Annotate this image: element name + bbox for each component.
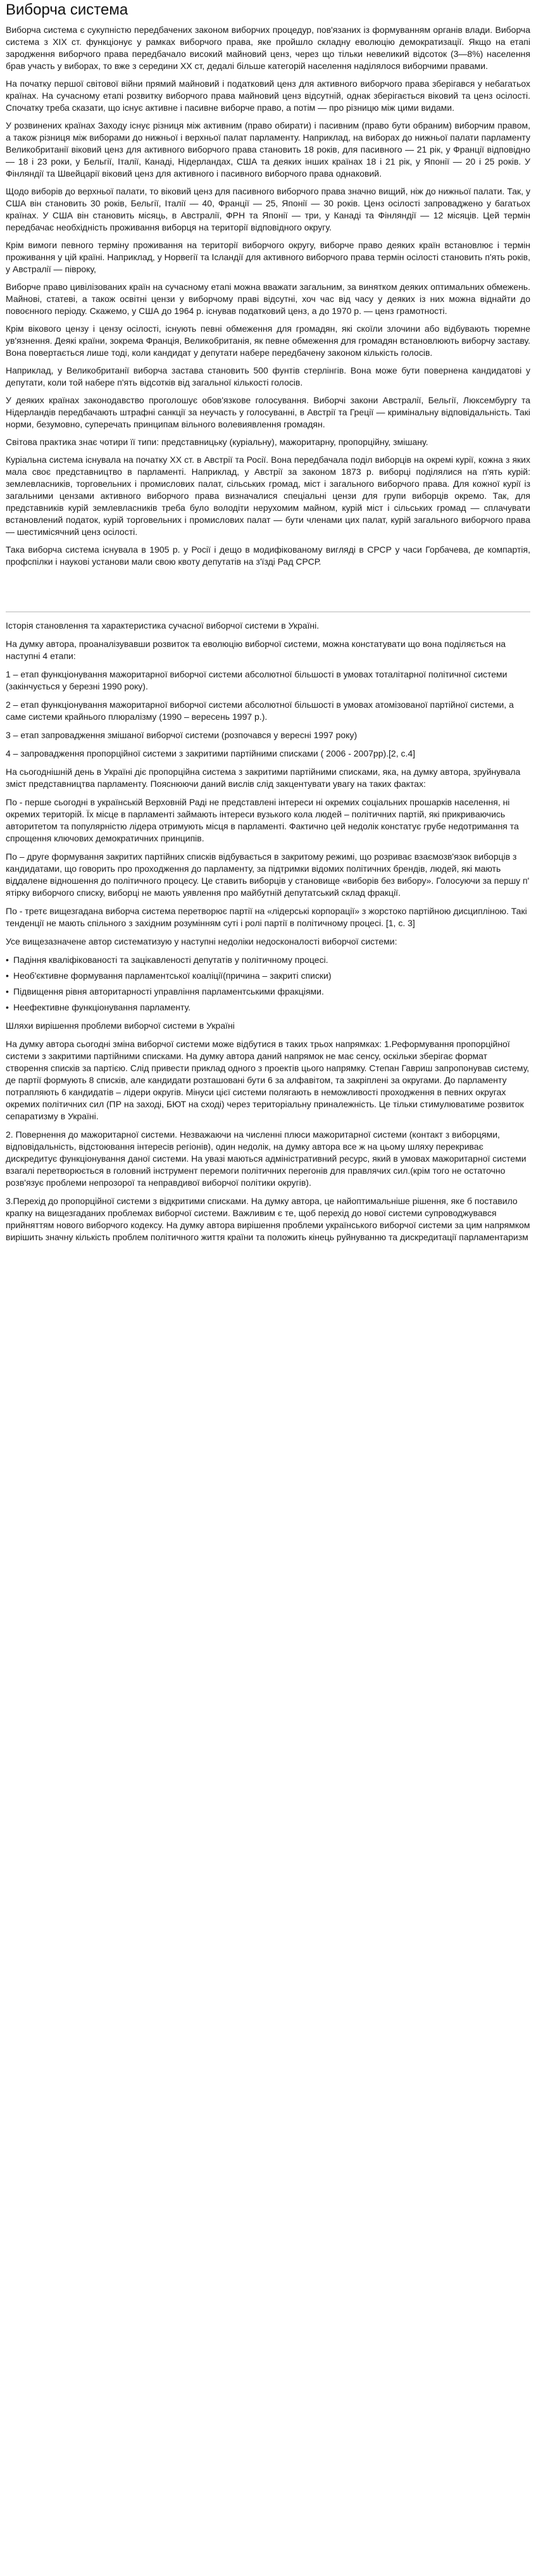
paragraph: Виборче право цивілізованих країн на сучасному етапі можна вважати загальним, за винятком деяких оптимальних обмежень. Майнові, статеві, а також освітні цензи у виборчому праві відсутні, хоч час від часу у деяких із них можна віднайти до повоєнного періоду. Скажемо, у США до 1964 р. існував податковий ценз, а до 1970 р. — ценз грамотності.: [6, 282, 530, 316]
section-gap: [6, 574, 530, 608]
paragraph: Виборча система є сукупністю передбачених законом виборчих процедур, пов'язаних із формуванням органів влади. Виборча система з XIX ст. функціонує у рамках виборчого права, яке пройшло складну еволюцію демократизації. Якщо на етапі зародження виборчого права передбачало високий майновий ценз, через що тільки невеликий відсоток (3—8%) населення брав участь у виборах, то вже з середини XX ст, дедалі більше категорій населення наділялося виборчими правами.: [6, 25, 530, 71]
paragraph: Така виборча система існувала в 1905 р. у Росії і дещо в модифікованому вигляді в СРСР у часи Горбачева, де компартія, профспілки і наукові установи мали свою квоту депутатів на з'їзді Рад СРСР.: [6, 544, 530, 567]
page-title: Виборча система: [6, 1, 128, 18]
paragraph: 2. Повернення до мажоритарної системи. Незважаючи на численні плюси мажоритарної системи (контакт з виборцями, відповідальність, відстоювання інтересів регіонів), один недолік, на думку автора все ж на цьому шляху перекриває дискредитує функціонування даної системи. На увазі маються адміністративний ресурс, який в умовах мажоритарної системи взагалі перетворюється в головний інструмент перемоги політичних перегонів для правлячих сил.(крім того не остаточно розв'язує проблеми непрозорої та неправдивої виборчої політики округів).: [6, 1129, 527, 1188]
paragraph: Світова практика знає чотири її типи: представницьку (куріальну), мажоритарну, пропорційну, змішану.: [6, 437, 428, 447]
paragraph: У деяких країнах законодавство проголошує обов'язкове голосування. Виборчі закони Австралії, Бельгії, Люксембургу та Нідерландів передбачають штрафні санкції за неучасть у голосуванні, в Австрії та Греції — кримінальну відповідальність. Такі норми, безумовно, суперечать принципам вільного волевиявлення громадян.: [6, 395, 530, 429]
stage-item: 4 – запровадження пропорційної системи з закритими партійними списками ( 2006 - 2007рр).[2, с.4]: [6, 748, 416, 758]
section-heading: Шляхи вирішення проблеми виборчої системи в Україні: [6, 1021, 235, 1031]
paragraph: На початку першої світової війни прямий майновий і податковий ценз для активного виборчого права зберігався у небагатьох країнах. На сучасному етапі розвитку виборчого права майновий ценз відсутній, однак зберігається віковий та ценз осілості. Спочатку треба сказати, що існує активне і пасивне виборче право, а потім — про різницю між цими видами.: [6, 79, 530, 113]
list-item: • Неефективне функціонування парламенту.: [6, 1002, 530, 1014]
paragraph: 3.Перехід до пропорційної системи з відкритими списками. На думку автора, це найоптимальніше рішення, яке б поставило крапку на вищезгаданих проблемах виборчої системи. Важливим є те, щоб перехід до нової системи супроводжувався прийняттям нового виборчого кодексу. На думку автора вирішення проблеми українського виборчої системи за цим напрямком вирішить значну кількість проблем політичного життя країни та положить кінець руйнуванню та дискредитації парламентаризм: [6, 1196, 530, 1242]
paragraph: По – друге формування закритих партійних списків відбувається в закритому режимі, що розриває взаємозв'язок виборців з кандидатами, що говорить про проходження до парламенту, за підтримки відомих політичних брендів, людей, які мають віддалене відношення до політичного процесу. Це ставить виборців у становище «виборів без вибору». Голосуючи за першу п' ятірку виборчого списку, виборці не мають уявлення про майбутній депутатський склад фракції.: [6, 851, 530, 898]
stage-item: 1 – етап функціонування мажоритарної виборчої системи абсолютної більшості в умовах тоталітарної політичної системи (закінчується у березні 1990 року).: [6, 669, 508, 691]
paragraph: По - перше сьогодні в українській Верховній Раді не представлені інтереси ні окремих соціальних прошарків населення, ні окремих територій. Їх місце в парламенті займають інтереси вузького кола людей – політичних партій, які прикриваючись авторитетом та популярністю лідера отримують місця в парламенті. Фактично цей недолік констатує грубе недотримання та спрощення ключових демократичних принципів.: [6, 797, 519, 843]
paragraph: На думку автора сьогодні зміна виборчої системи може відбутися в таких трьох напрямках: 1.Реформування пропорційної системи з закритими партійними списками. На думку автора даний напрямок не має сенсу, оскільки зберігає формат створення списків за партією. Слід привести приклад одного з проектів цього напрямку. Степан Гавриш запропонував систему, де партії формують 8 списків, але кандидати розташовані бути 6 за алфавітом, та закріплені за округами. До парламенту потрапляють 6 кандидатів – лідери округів. Мінуси цієї системи полягають в неможливості проходження в певних округах окремих політичних сил (ПР на заході, БЮТ на сході) через територіальну приналежність. Це тільки стимулюватиме розвиток сепаратизму в Україні.: [6, 1039, 530, 1121]
paragraph: Наприклад, у Великобританії виборча застава становить 500 фунтів стерлінгів. Вона може бути повернена кандидатові у депутати, коли той набере п'ять відсотків від загальної кількості голосів.: [6, 365, 530, 387]
paragraph: Крім вимоги певного терміну проживання на території виборчого округу, виборче право деяких країн встановлює і термін проживання у цій країні. Наприклад, у Норвегії та Ісландії для активного виборчого права термін осілості становить п'ять років, у Австралії — півроку,: [6, 240, 530, 274]
paragraph: Усе вищезазначене автор систематизую у наступні недоліки недосконалості виборчої системи:: [6, 936, 397, 946]
paragraph: Куріальна система існувала на початку XX ст. в Австрії та Росії. Вона передбачала поділ виборців на окремі курії, кожна з яких мала своє представництво в парламенті. Наприклад, у Австрії за законом 1873 р. виборці поділялися на п'ять курій: землевласників, торговельних і промислових палат, сільських громад, міст і загального виборчого права. Для кожної курії із загальними цензами активного виборчого права визначалися спеціальні цензи для групи виборців окремо. Так, для представників курій землевласників треба було володіти нерухомим майном, курій міст і сільських громад — сплачувати встановлений податок, курій торговельних і промислових палат — бути членами цих палат, курій загального виборчого права — шестимісячний ценз осілості.: [6, 455, 530, 537]
list-item: • Підвищення рівня авторитарності управління парламентськими фракціями.: [6, 986, 530, 998]
stage-item: 2 – етап функціонування мажоритарної виборчої системи абсолютної більшості в умовах атомізованої партійної системи, а саме системи крайнього плюралізму (1990 – вересень 1997 р.).: [6, 700, 514, 722]
stage-item: 3 – етап запровадження змішаної виборчої системи (розпочався у вересні 1997 року): [6, 730, 358, 740]
paragraph: Крім вікового цензу і цензу осілості, існують певні обмеження для громадян, які скоїли злочини або відбувають тюремне ув'язнення. Деякі країни, зокрема Франція, Великобританія, як певне обмеження для громадян встановлюють виборчу заставу. Вона повертається лише тоді, коли кандидат у депутати набере передбачену законом кількість голосів.: [6, 324, 530, 358]
list-item: • Падіння кваліфікованості та зацікавленості депутатів у політичному процесі.: [6, 954, 530, 966]
paragraph: У розвинених країнах Заходу існує різниця між активним (право обирати) і пасивним (право бути обраним) виборчим правом, а також різниця між виборами до нижньої і верхньої палат парламенту. Наприклад, на виборах до нижньої палати парламенту Великобританії віковий ценз для активного виборчого права становить 18 років, для пасивного — 21 рік, у Франції відповідно — 18 і 23 роки, у Бельгії, Італії, Канаді, Нідерландах, США та деяких інших країнах 18 і 21 рік, у Японії — 20 і 25 років. У Фінляндії та Швейцарії віковий ценз для активного і пасивного виборчого права однаковий.: [6, 120, 530, 179]
paragraph: Щодо виборів до верхньої палати, то віковий ценз для пасивного виборчого права значно вищий, ніж до нижньої палати. Так, у США він становить 30 років, Бельгії, Італії — 40, Франції — 25, Японії — 30 років. Ценз осілості запроваджено у багатьох країнах. У США він становить місяць, в Австралії, ФРН та Японії — три, у Канаді та Фінляндії — 12 місяців. Цей термін передбачає необхідність проживання виборця на території відповідного округу.: [6, 186, 530, 232]
paragraph: На думку автора, проаналізувавши розвиток та еволюцію виборчої системи, можна констатувати що вона поділяється на наступні 4 етапи:: [6, 639, 506, 661]
paragraph: По - третє вищезгадана виборча система перетворює партії на «лідерські корпорації» з жорстоко партійною дисципліною. Такі тенденції не мають спільного з західним розумінням суті і ролі партії в політичному процесі. [1, с. 3]: [6, 906, 527, 928]
section-ukraine: [6, 620, 530, 1243]
shortcomings-list: [6, 954, 530, 1014]
paragraph: На сьогоднішній день в Україні діє пропорційна система з закритими партійними списками, яка, на думку автора, зруйнувала зміст представництва парламенту. Пояснюючи даний вислів слід закцентувати увагу на таких фактах:: [6, 767, 521, 789]
list-item: • Необ'єктивне формування парламентської коаліції(причина – закриті списки): [6, 970, 530, 982]
section-heading: Історія становлення та характеристика сучасної виборчої системи в Україні.: [6, 620, 320, 631]
